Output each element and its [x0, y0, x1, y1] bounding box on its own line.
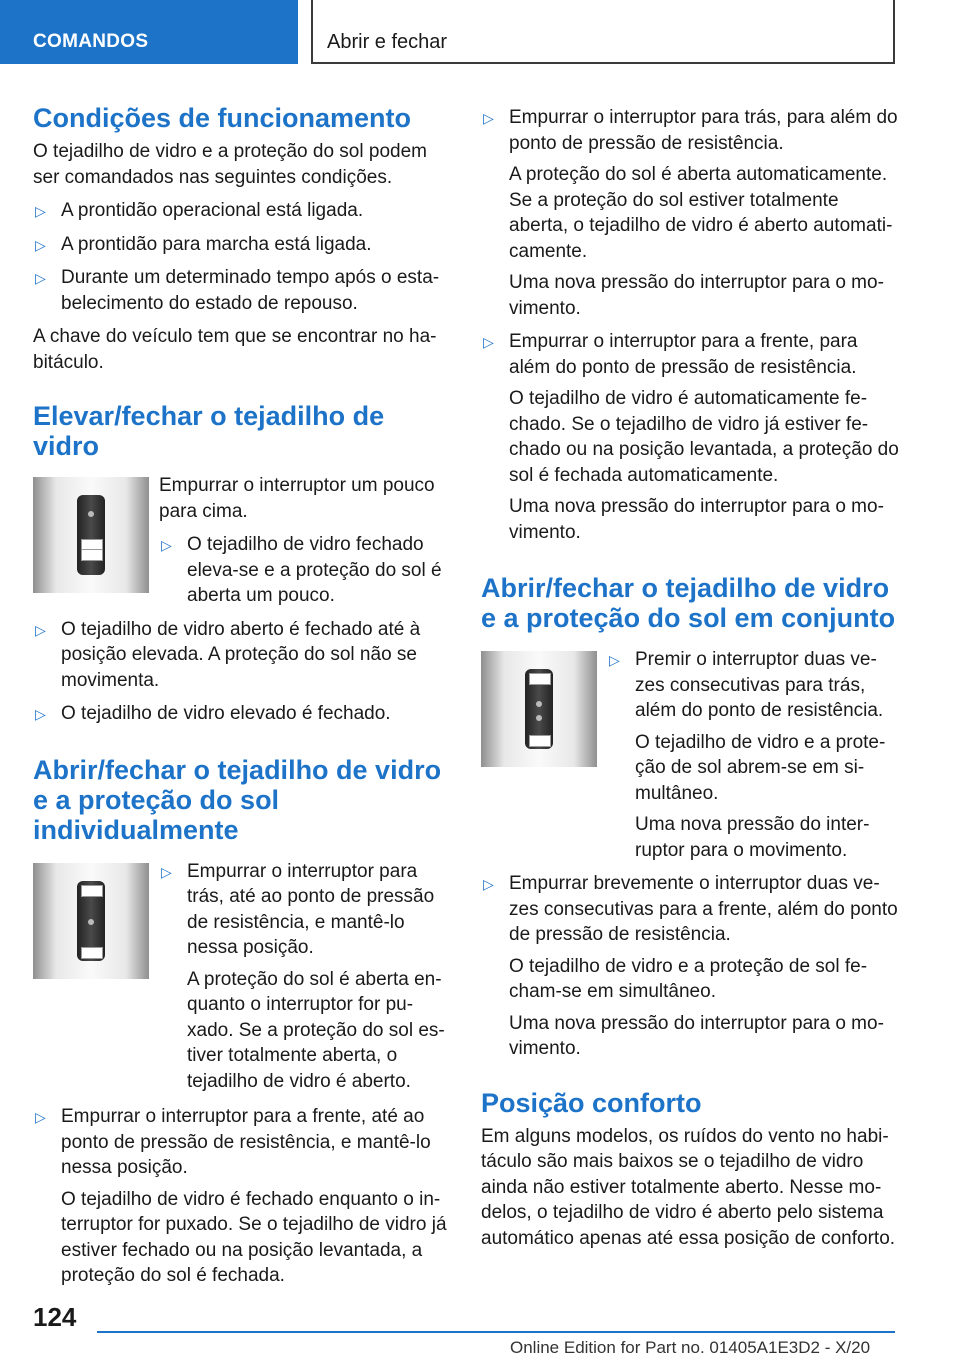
sub-paragraph: O tejadilho de vidro é fechado enquanto o in-terruptor for puxado. Se o tejadilho de vidro já estiver fechado ou na posição levantada, a proteção do sol é fechada. [61, 1188, 447, 1286]
bullet-triangle-icon: ▷ [35, 236, 46, 253]
bullet-triangle-icon: ▷ [483, 876, 494, 892]
heading-comfort: Posição conforto [481, 1087, 702, 1118]
footer-divider [97, 1331, 895, 1333]
sub-paragraph: Uma nova pressão do interruptor para o mo-vimento. [509, 272, 884, 319]
footer-edition: Online Edition for Part no. 01405A1E3D2 - X/20 [510, 1338, 871, 1357]
sub-paragraph: O tejadilho de vidro e a proteção de sol fe-cham-se em simultâneo. [509, 955, 868, 1002]
sub-paragraph: A proteção do sol é aberta automaticamente. Se a proteção do sol estiver totalmente aberta, o tejadilho de vidro é aberto automati-camente. [509, 164, 893, 262]
left-column [33, 100, 451, 1289]
list-item: ▷ Empurrar o interruptor para a frente, até ao ponto de pressão de resistência, e mantê-lo nessa posição. [35, 1106, 431, 1178]
list-item: ▷ Empurrar o interruptor para trás, até ao ponto de pressão de resistência, e mantê-lo nessa posição. [161, 860, 435, 958]
switch-double-image [481, 651, 597, 767]
heading-conditions: Condições de funcionamento [33, 103, 412, 133]
switch-back-forward-image [33, 863, 149, 979]
para-raise: Empurrar o interruptor um pouco para cima. [159, 475, 435, 522]
bullet-triangle-icon: ▷ [35, 621, 46, 638]
bullet-triangle-icon: ▷ [483, 110, 494, 126]
sub-paragraph: O tejadilho de vidro e a prote-ção de sol abrem-se em si-multâneo. [635, 731, 886, 804]
list-item: ▷ Empurrar brevemente o interruptor duas ve-zes consecutivas para a frente, além do ponto de pressão de resistência. [483, 873, 898, 945]
heading-together: Abrir/fechar o tejadilho de vidro e a proteção do sol em conjunto [481, 573, 896, 633]
bullet-triangle-icon: ▷ [609, 652, 620, 668]
para-conditions: O tejadilho de vidro e a proteção do sol podem ser comandados nas seguintes condições. [33, 141, 427, 188]
sub-paragraph: O tejadilho de vidro é automaticamente fe-chado. Se o tejadilho de vidro já estiver fe-chado ou na posição levantada, a proteção do sol é fechada automaticamente. [509, 388, 899, 486]
list-item: ▷ O tejadilho de vidro aberto é fechado até à posição elevada. A proteção do sol não se movimenta. [35, 618, 421, 691]
list-item: ▷ A prontidão operacional está ligada. [33, 198, 451, 224]
section-tab: COMANDOS [0, 0, 298, 64]
page-number: 124 [33, 1302, 77, 1332]
list-item: ▷ Empurrar o interruptor para a frente, para além do ponto de pressão de resistência. [483, 331, 858, 378]
bullet-triangle-icon: ▷ [161, 537, 172, 553]
list-item: ▷ A prontidão para marcha está ligada. [33, 232, 451, 258]
para-key: A chave do veículo tem que se encontrar no ha-bitáculo. [33, 326, 437, 373]
sub-paragraph: Uma nova pressão do inter-ruptor para o movimento. [635, 814, 870, 861]
list-item: ▷ Premir o interruptor duas ve-zes consecutivas para trás, além do ponto de resistência. [609, 649, 884, 721]
switch-up-image [33, 477, 149, 593]
list-item: ▷ Empurrar o interruptor para trás, para além do ponto de pressão de resistência. [483, 107, 898, 154]
bullet-triangle-icon: ▷ [35, 706, 46, 722]
list-item: ▷ O tejadilho de vidro fechado eleva-se e a proteção do sol é aberta um pouco. [161, 534, 442, 606]
bullet-triangle-icon: ▷ [35, 1109, 46, 1125]
sub-paragraph: Uma nova pressão do interruptor para o mo-vimento. [509, 496, 884, 543]
heading-raise-close: Elevar/fechar o tejadilho de vidro [33, 401, 385, 461]
bullet-triangle-icon: ▷ [161, 863, 172, 880]
list-item: ▷ Durante um determinado tempo após o esta-belecimento do estado de repouso. [35, 267, 440, 314]
right-column [481, 100, 901, 1251]
bullet-triangle-icon: ▷ [35, 270, 46, 286]
bullet-triangle-icon: ▷ [483, 334, 494, 350]
bullet-triangle-icon: ▷ [35, 203, 46, 219]
list-item: ▷ O tejadilho de vidro elevado é fechado. [33, 701, 451, 727]
heading-individual: Abrir/fechar o tejadilho de vidro e a proteção do sol individualmente [33, 754, 442, 845]
sub-paragraph: Uma nova pressão do interruptor para o mo-vimento. [509, 1012, 884, 1059]
sub-paragraph: A proteção do sol é aberta en-quanto o interruptor for pu-xado. Se a proteção do sol es-tiver totalmente aberta, o tejadilho de vidro é aberto. [187, 968, 445, 1092]
para-comfort: Em alguns modelos, os ruídos do vento no habi-táculo são mais baixos se o tejadilho de vidro ainda não estiver totalmente aberto. Nesse mo-delos, o tejadilho de vidro é aberto pelo sistema automático apenas até essa posição de conforto. [481, 1125, 896, 1249]
page-header-title: Abrir e fechar [311, 0, 895, 64]
